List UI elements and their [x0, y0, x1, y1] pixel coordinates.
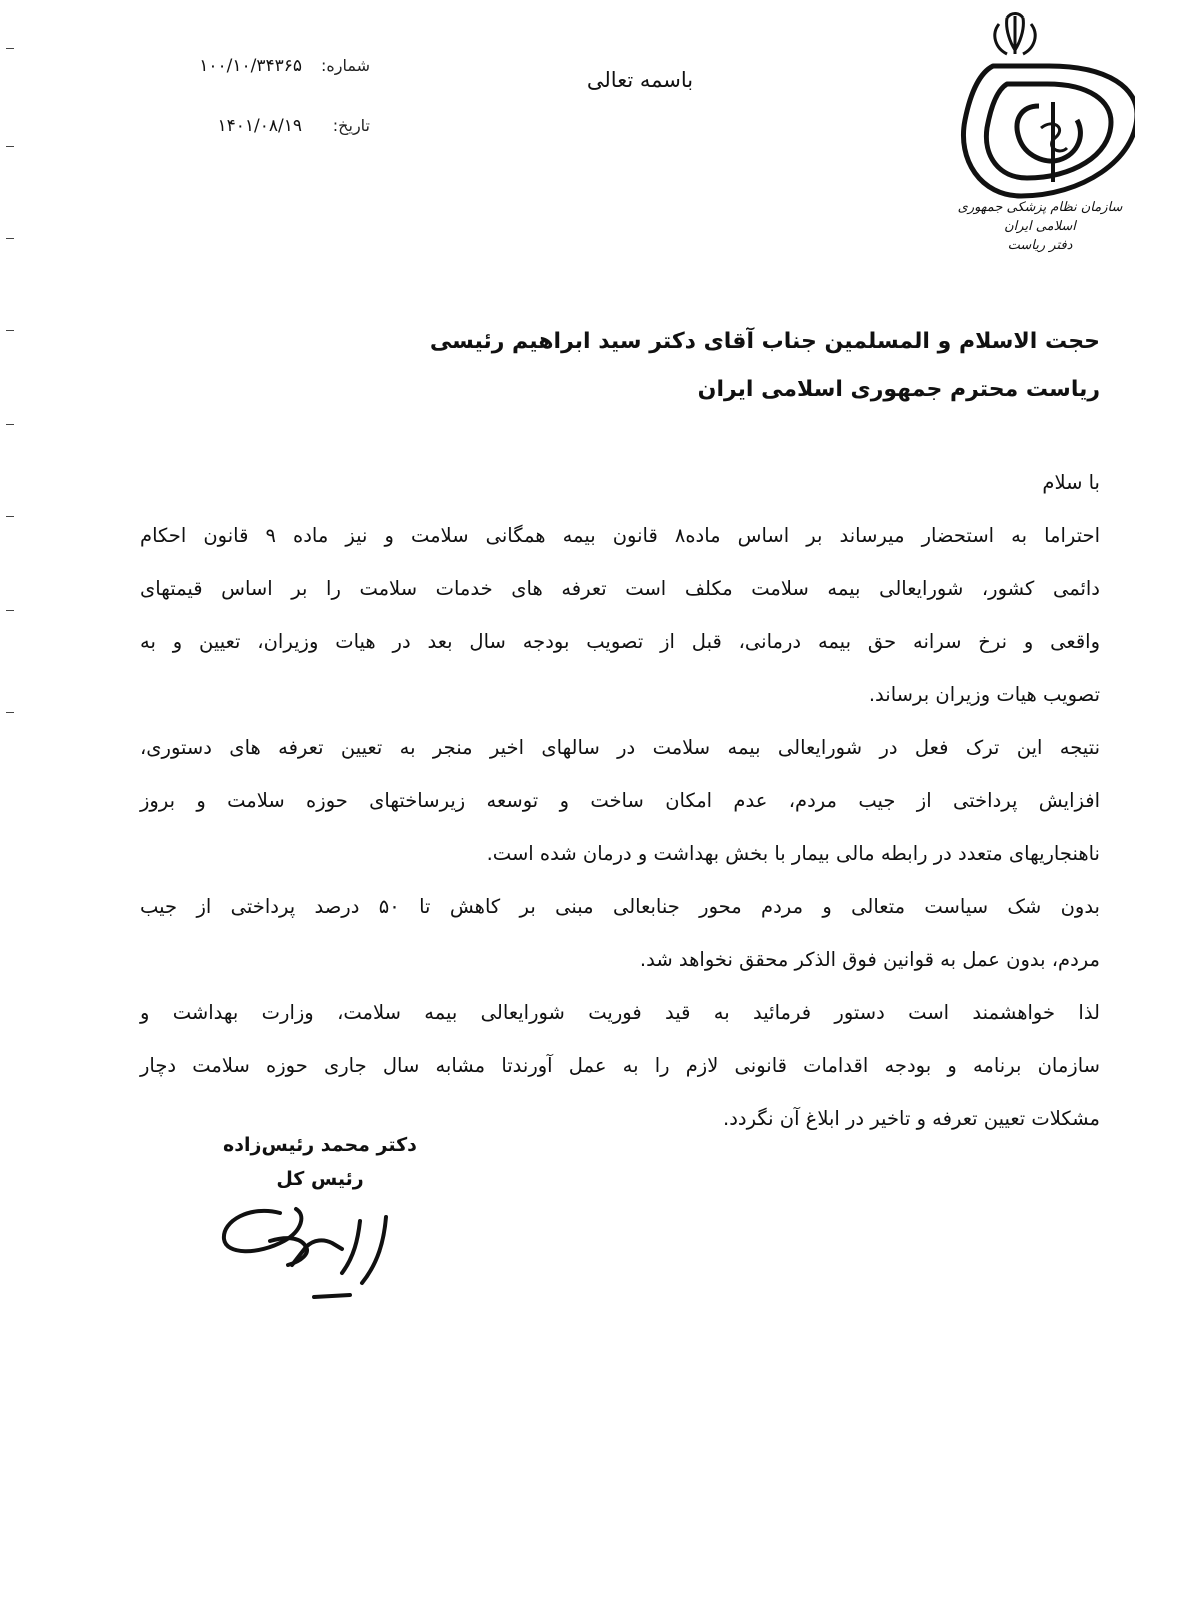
body-line: تصویب هیات وزیران برساند. [868, 683, 1100, 706]
medical-council-logo [955, 10, 1135, 253]
letter-body [140, 456, 1100, 1145]
letter-date-label: تاریخ: [332, 116, 370, 135]
body-line: افزایش پرداختی از جیب مردم، عدم امکان ساخت و توسعه زیرساختهای حوزه سلامت و بروز [140, 789, 1100, 812]
edge-mark [6, 48, 14, 49]
body-line: مشکلات تعیین تعرفه و تاخیر در ابلاغ آن نگردد. [723, 1107, 1100, 1130]
body-line: نتیجه این ترک فعل در شورایعالی بیمه سلامت در سالهای اخیر منجر به تعیین تعرفه های دستوری، [140, 736, 1100, 759]
logo-office-name: دفتر ریاست [1007, 238, 1073, 253]
logo-caption [940, 198, 1140, 255]
signer-block [200, 1128, 440, 1196]
body-line: مردم، بدون عمل به قوانین فوق الذکر محقق نخواهد شد. [639, 948, 1100, 971]
letter-number-value: ۱۰۰/۱۰/۳۴۳۶۵ [199, 56, 302, 76]
basmala-heading: باسمه تعالی [586, 68, 694, 92]
addressee-name: حجت الاسلام و المسلمین جناب آقای دکتر سید ابراهیم رئیسی [429, 329, 1100, 354]
body-line: سازمان برنامه و بودجه اقدامات قانونی لازم را به عمل آورندتا مشابه سال جاری حوزه سلامت دچار [140, 1054, 1100, 1077]
handwritten-signature [210, 1195, 430, 1315]
edge-mark [6, 516, 14, 517]
edge-mark [6, 330, 14, 331]
edge-mark [6, 238, 14, 239]
edge-mark [6, 146, 14, 147]
edge-mark [6, 610, 14, 611]
letter-date-value: ۱۴۰۱/۰۸/۱۹ [217, 116, 302, 136]
signer-title: رئیس کل [276, 1168, 364, 1190]
edge-mark [6, 712, 14, 713]
body-line: بدون شک سیاست متعالی و مردم محور جنابعالی مبنی بر کاهش تا ۵۰ درصد پرداختی از جیب [140, 895, 1100, 918]
emblem-icon [955, 10, 1135, 200]
body-line: دائمی کشور، شورایعالی بیمه سلامت مکلف است تعرفه های خدمات سلامت را بر اساس قیمتهای [140, 577, 1100, 600]
edge-mark [6, 424, 14, 425]
logo-org-name: سازمان نظام پزشکی جمهوری اسلامی ایران [957, 200, 1123, 234]
greeting: با سلام [1042, 471, 1100, 494]
body-line: احتراما به استحضار میرساند بر اساس ماده۸ قانون بیمه همگانی سلامت و نیز ماده ۹ قانون احکام [140, 524, 1100, 547]
body-line: واقعی و نرخ سرانه حق بیمه درمانی، قبل از تصویب بودجه سال بعد در هیات وزیران، تعیین و به [140, 630, 1100, 653]
addressee-block [150, 318, 1100, 414]
signer-name: دکتر محمد رئیس‌زاده [223, 1134, 417, 1156]
addressee-title: ریاست محترم جمهوری اسلامی ایران [697, 377, 1100, 402]
body-line: ناهنجاریهای متعدد در رابطه مالی بیمار با بخش بهداشت و درمان شده است. [486, 842, 1100, 865]
body-line: لذا خواهشمند است دستور فرمائید به قید فوریت شورایعالی بیمه سلامت، وزارت بهداشت و [140, 1001, 1100, 1024]
letter-number-label: شماره: [320, 56, 370, 75]
